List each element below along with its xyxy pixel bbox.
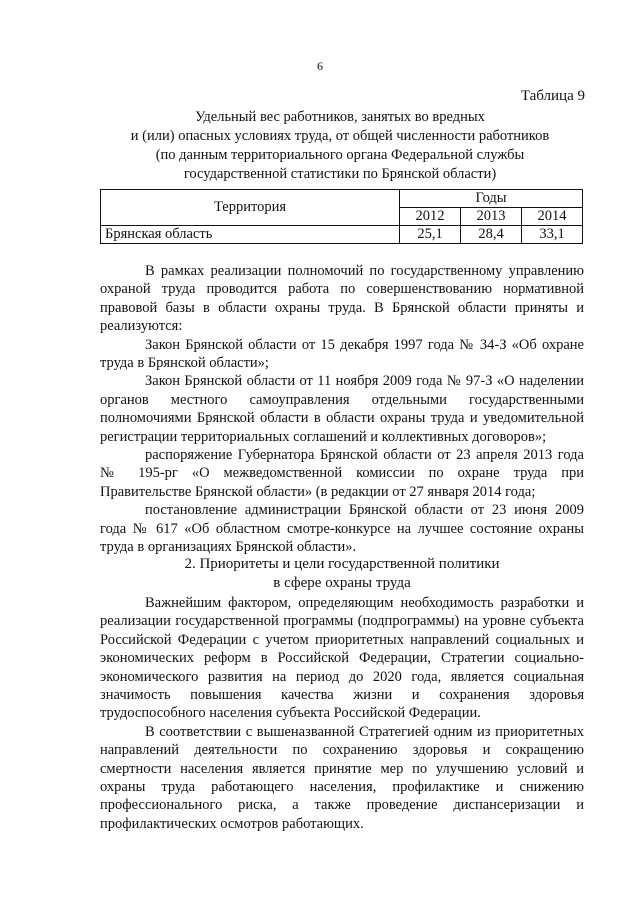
paragraph: Закон Брянской области от 11 ноября 2009 года № 97-З «О наделении органов местного самоуправления отдельными государственными полномочиями Брянской области в области охраны труда и уведомительной регистрации территориальных соглашений и коллективных договоров»; xyxy=(100,373,584,445)
paragraph: В соответствии с вышеназванной Стратегией одним из приоритетных направлений деятельности по сохранению здоровья и сокращению смертности населения является принятие мер по улучшению условий и охраны труда работающего населения, профилактике и снижению профессионального риска, а также проведение диспансеризации и профилактических осмотров работающих. xyxy=(100,723,584,832)
section-heading-line: 2. Приоритеты и цели государственной политики xyxy=(184,556,500,572)
territory-cell: Брянская область xyxy=(101,226,400,244)
section-heading-line: в сфере охраны труда xyxy=(273,575,411,591)
header-year: 2014 xyxy=(522,208,583,226)
table-title-line: (по данным территориального органа Федеральной службы xyxy=(155,147,525,163)
priorities-text xyxy=(100,594,584,833)
header-year: 2012 xyxy=(400,208,461,226)
statistics-table xyxy=(100,189,583,244)
value-cell: 28,4 xyxy=(461,226,522,244)
page-number: 6 xyxy=(317,59,323,73)
header-year: 2013 xyxy=(461,208,522,226)
legal-framework-text xyxy=(100,262,584,557)
section-heading xyxy=(100,555,584,593)
table-title-line: Удельный вес работников, занятых во вредных xyxy=(195,109,485,125)
value-cell: 25,1 xyxy=(400,226,461,244)
table-title-line: государственной статистики по Брянской области) xyxy=(183,166,497,182)
paragraph: распоряжение Губернатора Брянской области от 23 апреля 2013 года № 195-рг «О межведомственной комиссии по охране труда при Правительстве Брянской области» (в редакции от 27 января 2014 года; xyxy=(100,447,584,500)
paragraph: постановление администрации Брянской области от 23 июня 2009 года № 617 «Об областном смотре-конкурсе на лучшее состояние охраны труда в организациях Брянской области». xyxy=(100,502,584,556)
header-territory: Территория xyxy=(101,190,400,226)
table-label: Таблица 9 xyxy=(520,88,585,104)
header-years: Годы xyxy=(400,190,583,208)
paragraph: В рамках реализации полномочий по государственному управлению охраной труда проводится работа по совершенствованию нормативной правовой базы в области охраны труда. В Брянской области приняты и реализуются: xyxy=(100,263,584,335)
paragraph: Важнейшим фактором, определяющим необходимость разработки и реализации государственной программы (подпрограммы) на уровне субъекта Российской Федерации с учетом приоритетных направлений социальных и экономических реформ в Российской Федерации, Стратегии социально-экономического развития на период до 2020 года, является социальная значимость повышения качества жизни и сохранения здоровья трудоспособного населения субъекта Российской Федерации. xyxy=(100,595,584,722)
table-title xyxy=(100,108,580,184)
value-cell: 33,1 xyxy=(522,226,583,244)
table-row xyxy=(101,226,583,244)
table-header-row xyxy=(101,190,583,208)
paragraph: Закон Брянской области от 15 декабря 1997 года № 34-З «Об охране труда в Брянской области»; xyxy=(100,336,584,372)
table-title-line: и (или) опасных условиях труда, от общей численности работников xyxy=(130,128,550,144)
